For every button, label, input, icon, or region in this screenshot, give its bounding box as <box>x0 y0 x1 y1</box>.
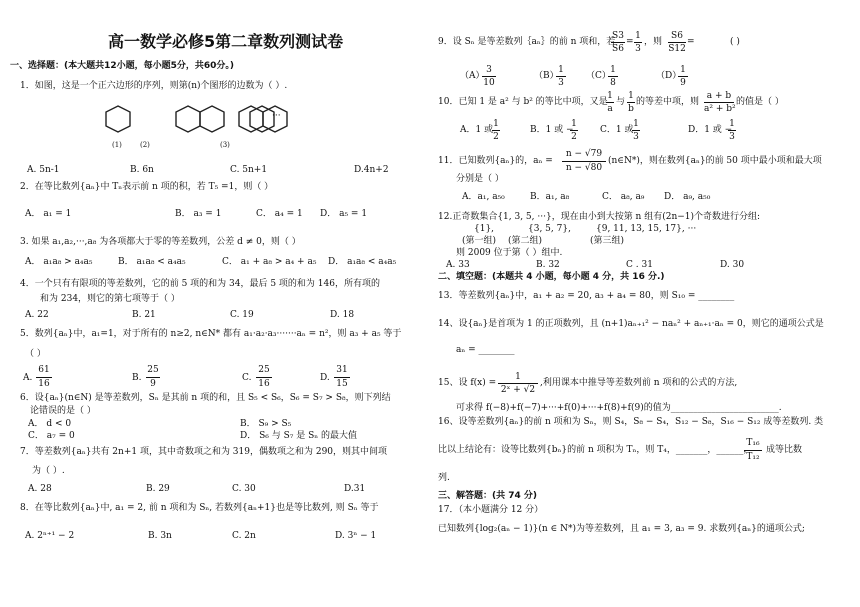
q8-stem: 8．在等比数列{aₙ}中, a₁ = 2, 前 n 项和为 Sₙ, 若数列{aₙ+1}也是等比数列, 则 Sₙ 等于 <box>20 503 379 513</box>
q9-then: ，则 <box>644 37 663 47</box>
q10-f2-num: 1 <box>628 91 634 101</box>
q2-opt-d: D． a₅ = 1 <box>320 209 368 219</box>
q5-opt-c-den: 16 <box>256 377 272 390</box>
q10-opt-c-den: 3 <box>633 132 639 142</box>
q15-line-2: 可求得 f(−8)+f(−7)+···+f(0)+···+f(8)+f(9)的值为________________________. <box>456 403 782 413</box>
q5-opt-d-den: 15 <box>334 377 350 390</box>
q11-frac-den: n − √80 <box>562 161 606 174</box>
q4-stem-2: 和为 234，则它的第七项等于（ ） <box>40 294 180 304</box>
q10-opt-d-letter: D．1 或 − <box>688 125 733 135</box>
q7-opt-d: D.31 <box>344 484 366 494</box>
q12-opt-c: C . 31 <box>626 260 653 270</box>
q1-opt-d: D.4n+2 <box>354 165 389 175</box>
q10-f2-den: b <box>628 104 634 114</box>
q10-stem-b: 的等差中项，则 <box>636 97 700 107</box>
q11-stem-2: 分别是（ ） <box>456 174 504 184</box>
q3-opt-a: A． a₁a₈ > a₄a₅ <box>25 257 93 267</box>
q12-opt-d: D. 30 <box>720 260 745 270</box>
q9-opt-a-letter: （A） <box>460 71 485 81</box>
q10-plus: 与 <box>616 97 626 107</box>
q9-frac3-num: S6 <box>671 31 683 41</box>
q9-opt-d-den: 9 <box>678 76 688 89</box>
q8-opt-a: A. 2ⁿ⁺¹ − 2 <box>25 531 75 541</box>
q9-paren: ( ) <box>730 37 740 47</box>
q5-opt-c-num: 25 <box>258 365 270 375</box>
q10-f1-num: 1 <box>607 91 613 101</box>
section-2-heading: 二、填空题：(本题共 4 小题，每小题 4 分，共 16 分.) <box>438 272 665 282</box>
q10-opt-b-num: 1 <box>571 119 577 129</box>
q8-opt-c: C. 2n <box>232 531 256 541</box>
q15-stem-a: 15、设 f(x) = <box>438 378 497 388</box>
q2-stem: 2．在等比数列{aₙ}中 Tₙ表示前 n 项的积，若 T₅ =1，则（ ） <box>20 182 274 192</box>
q10-opt-a-den: 2 <box>493 132 499 142</box>
q5-opt-d-letter: D. <box>320 373 330 383</box>
q12-group-label-3: (第三组) <box>590 236 625 246</box>
q1-opt-c: C. 5n+1 <box>230 165 268 175</box>
q9-eq: = <box>626 37 634 47</box>
q3-opt-d: D． a₁a₈ < a₄a₅ <box>328 257 397 267</box>
q10-stem-a: 10．已知 1 是 a² 与 b² 的等比中项，又是 <box>438 97 608 107</box>
q10-opt-a-letter: A．1 或 <box>460 125 494 135</box>
q12-opt-a: A. 33 <box>446 260 470 270</box>
q11-frac-num: n − √79 <box>565 149 603 159</box>
q5-paren: （ ） <box>25 349 46 359</box>
q11-opt-a: A．a₁, a₅₀ <box>462 192 505 202</box>
q4-opt-b: B. 21 <box>132 310 156 320</box>
q16-line-3: 列. <box>438 473 450 483</box>
q16-line-2a: 比以上结论有：设等比数列{bₙ}的前 n 项积为 Tₙ，则 T₄，_______，______， <box>438 445 753 455</box>
hexagon-fig1 <box>106 106 130 132</box>
q16-line-1: 16、设等差数列{aₙ}的前 n 项和为 Sₙ，则 S₄，S₈ − S₄，S₁₂ − S₈，S₁₆ − S₁₂ 成等差数列. 类 <box>438 417 824 427</box>
q9-opt-d-num: 1 <box>680 65 686 75</box>
q9-frac3-den: S12 <box>668 44 686 54</box>
q9-eq2: = <box>687 37 695 47</box>
q7-stem-1: 7．等差数列{aₙ}共有 2n+1 项，其中奇数项之和为 319，偶数项之和为 290，则其中间项 <box>20 447 388 457</box>
q5-opt-b-letter: B. <box>132 373 142 383</box>
q8-opt-b: B. 3n <box>148 531 172 541</box>
hexagon-fig2a <box>176 106 200 132</box>
q7-opt-a: A. 28 <box>28 484 52 494</box>
q9-opt-c-den: 8 <box>608 76 618 89</box>
q5-opt-b-den: 9 <box>146 377 160 390</box>
q2-opt-c: C． a₄ = 1 <box>256 209 303 219</box>
q10-f1-den: a <box>607 104 613 114</box>
q8-opt-d: D. 3ⁿ − 1 <box>335 531 377 541</box>
q12-stem: 12.正奇数集合{1, 3, 5, ···}，现在由小到大按第 n 组有(2n−1)个奇数进行分组: <box>438 212 761 222</box>
q7-opt-b: B. 29 <box>146 484 170 494</box>
q9-opt-a-num: 3 <box>486 65 492 75</box>
q9-stem: 9．设 Sₙ 是等差数列｛aₙ｝的前 n 项和，若 <box>438 37 616 47</box>
q15-frac-num: 1 <box>515 372 521 382</box>
q10-f3-num: a + b <box>706 91 732 101</box>
q9-opt-c-letter: （C） <box>586 71 611 81</box>
q17-body: 已知数列{log₂(aₙ − 1)}(n ∈ N*)为等差数列，且 a₁ = 3, a₃ = 9. 求数列{aₙ}的通项公式; <box>438 524 805 534</box>
q5-opt-a-den: 16 <box>36 377 52 390</box>
q4-opt-c: C. 19 <box>230 310 254 320</box>
q10-opt-c-letter: C．1 或 <box>600 125 634 135</box>
q7-stem-2: 为（ ）. <box>32 466 65 476</box>
q17-head: 17．（本小题满分 12 分） <box>438 505 544 515</box>
q5-opt-b-num: 25 <box>147 365 159 375</box>
q1-stem: 1．如图，这是一个正六边形的序列，则第(n)个图形的边数为（ ）. <box>20 81 288 91</box>
q15-frac-den: 2ˣ + √2 <box>498 383 538 396</box>
fig-label-3: (3) <box>220 141 230 149</box>
q5-opt-d-num: 31 <box>336 365 348 375</box>
q9-opt-b-letter: （B） <box>534 71 559 81</box>
q9-opt-d-letter: （D） <box>656 71 682 81</box>
fig-label-2: (2) <box>140 141 150 149</box>
section-3-heading: 三、解答题：(共 74 分) <box>438 491 538 501</box>
q16-frac-den: T₁₂ <box>744 450 762 463</box>
fig-label-1: (1) <box>112 141 122 149</box>
hexagon-figure-3c <box>215 104 295 144</box>
q3-opt-c: C． a₁ + a₈ > a₄ + a₅ <box>222 257 317 267</box>
q3-opt-b: B． a₁a₈ < a₄a₅ <box>118 257 186 267</box>
q15-stem-b: ,利用课本中推导等差数列前 n 项和的公式的方法, <box>540 378 738 388</box>
q12-group-1: {1}, <box>474 224 495 234</box>
q12-group-3: {9, 11, 13, 15, 17}, ··· <box>596 224 697 234</box>
q9-opt-b-num: 1 <box>558 65 564 75</box>
q1-opt-b: B. 6n <box>130 165 154 175</box>
q5-opt-a-letter: A. <box>23 373 33 383</box>
q7-opt-c: C. 30 <box>232 484 256 494</box>
q11-stem-b: (n∈N*)，则在数列{aₙ}的前 50 项中最小项和最大项 <box>608 156 822 166</box>
q1-opt-a: A. 5n-1 <box>27 165 60 175</box>
q9-opt-a-den: 10 <box>483 78 495 88</box>
q10-opt-b-den: 2 <box>571 132 577 142</box>
q13: 13．等差数列{aₙ}中，a₁ + a₂ = 20, a₃ + a₄ = 80，则 S₁₀ = ________ <box>438 291 735 301</box>
q6-stem-2: 论错误的是（ ） <box>30 406 96 416</box>
page-title: 高一数学必修5第二章数列测试卷 <box>108 32 344 51</box>
section-1-heading: 一、选择题：(本大题共12小题，每小题5分，共60分。) <box>10 61 235 71</box>
q10-f3-den: a² + b² <box>704 104 736 114</box>
q6-opt-c: C． a₇ = 0 <box>28 431 75 441</box>
q12-opt-b: B. 32 <box>536 260 560 270</box>
q10-opt-d-num: 1 <box>729 119 735 129</box>
q9-frac1-num: S3 <box>612 31 624 41</box>
q10-opt-b-letter: B．1 或 − <box>530 125 574 135</box>
q9-frac2-den: 3 <box>635 44 641 54</box>
q4-opt-a: A. 22 <box>25 310 49 320</box>
q11-stem-a: 11．已知数列{aₙ}的，aₙ = <box>438 156 553 166</box>
q6-opt-d: D． S₆ 与 S₇ 是 Sₙ 的最大值 <box>240 431 357 441</box>
q6-stem-1: 6．设{aₙ}(n∈N) 是等差数列，Sₙ 是其前 n 项的和，且 S₅ < S₆，S₆ = S₇ > S₈，则下列结 <box>20 393 391 403</box>
q14-blank: aₙ = ________ <box>456 345 515 355</box>
q4-stem-1: 4．一个只有有限项的等差数列，它的前 5 项的和为 34，最后 5 项的和为 146，所有项的 <box>20 279 380 289</box>
q5-opt-a-num: 61 <box>38 365 50 375</box>
q9-opt-c-num: 1 <box>610 65 616 75</box>
q12-group-label-2: (第二组) <box>508 236 543 246</box>
q16-frac-num: T₁₆ <box>746 438 760 448</box>
q2-opt-b: B． a₃ = 1 <box>175 209 222 219</box>
q9-frac2-num: 1 <box>635 31 641 41</box>
q10-opt-a-num: 1 <box>493 119 499 129</box>
q10-opt-c-num: 1 <box>633 119 639 129</box>
q6-opt-a: A． d < 0 <box>28 419 72 429</box>
q10-opt-d-den: 3 <box>729 132 735 142</box>
q3-stem: 3. 如果 a₁,a₂,···,a₈ 为各项都大于零的等差数列，公差 d ≠ 0，则（ ） <box>20 237 301 247</box>
q12-group-2: {3, 5, 7}, <box>528 224 571 234</box>
q14-stem: 14、设{aₙ}是首项为 1 的正项数列，且 (n+1)aₙ₊₁² − naₙ² + aₙ₊₁·aₙ = 0，则它的通项公式是 <box>438 319 824 329</box>
q11-opt-c: C． a₈, a₉ <box>602 192 645 202</box>
q12-group-label-1: (第一组) <box>462 236 497 246</box>
q10-stem-c: 的值是（ ） <box>736 97 784 107</box>
q12-ask: 则 2009 位于第（ ）组中. <box>456 248 563 258</box>
q11-opt-d: D． a₉, a₅₀ <box>664 192 711 202</box>
q6-opt-b: B． S₉ > S₅ <box>240 419 292 429</box>
q2-opt-a: A． a₁ = 1 <box>25 209 72 219</box>
q9-opt-b-den: 3 <box>556 76 566 89</box>
q5-opt-c-letter: C. <box>242 373 252 383</box>
q11-opt-b: B．a₁, a₈ <box>530 192 570 202</box>
q16-line-2b: 成等比数 <box>766 445 803 455</box>
q9-frac1-den: S6 <box>612 44 624 54</box>
figure-ellipsis: ··· <box>272 111 281 121</box>
q5-stem: 5．数列{aₙ}中，a₁=1，对于所有的 n≥2, n∈N* 都有 a₁·a₂·a₃·······aₙ = n²，则 a₃ + a₅ 等于 <box>20 329 402 339</box>
q4-opt-d: D. 18 <box>330 310 355 320</box>
